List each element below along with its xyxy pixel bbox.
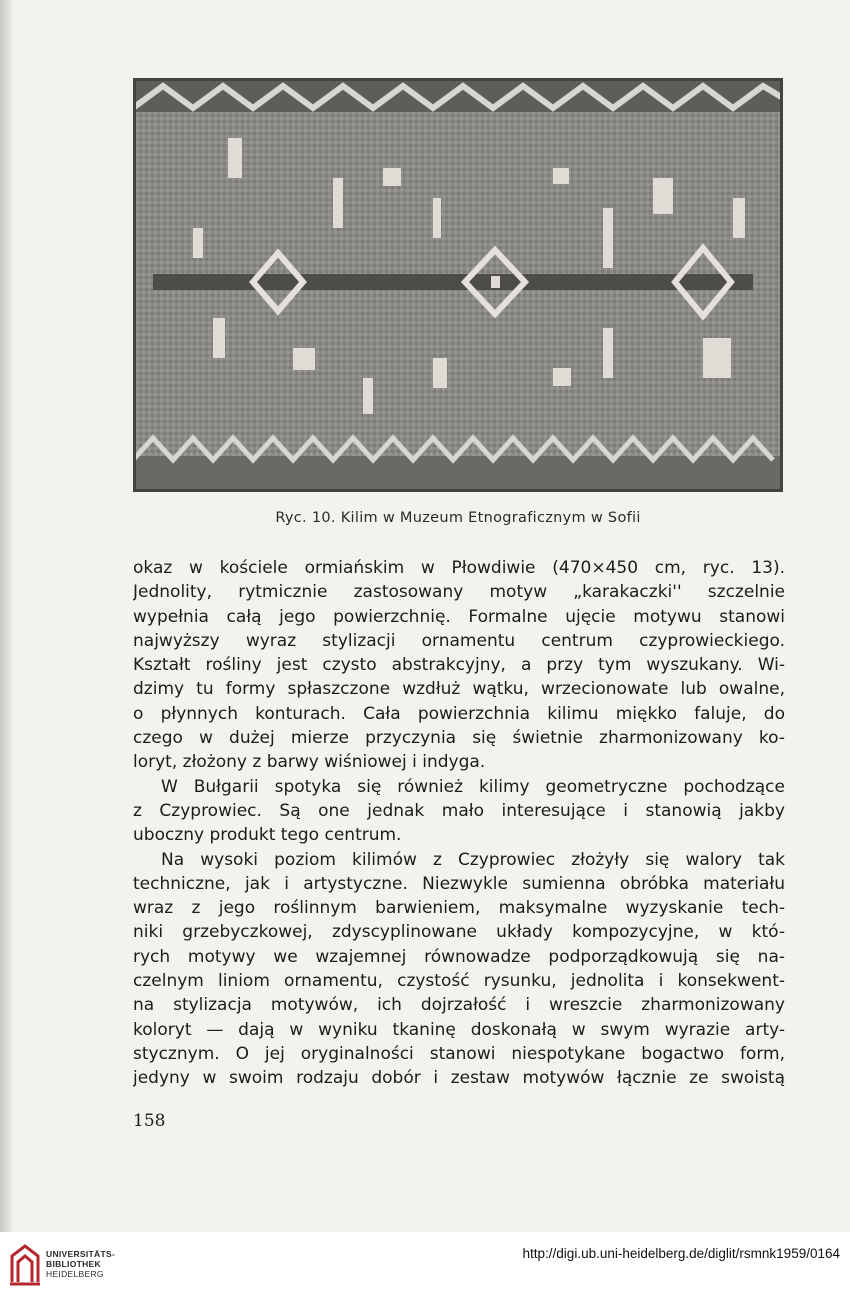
text-line: koloryt — dają w wyniku tkaninę doskonałą w swym wyrazie arty- bbox=[133, 1019, 785, 1040]
text-line: najwyższy wyraz stylizacji ornamentu centrum czyprowieckiego. bbox=[133, 630, 785, 651]
logo-line: UNIVERSITÄTS- bbox=[46, 1249, 116, 1259]
text-line: uboczny produkt tego centrum. bbox=[133, 825, 402, 846]
text-line: o płynnych konturach. Cała powierzchnia kilimu miękko faluje, do bbox=[133, 703, 785, 724]
logo-line: HEIDELBERG bbox=[46, 1269, 104, 1279]
library-logo-icon[interactable] bbox=[8, 1242, 42, 1286]
text-line: czelnym liniom ornamentu, czystość rysunku, jednolita i konsekwent- bbox=[133, 971, 785, 992]
text-line: wypełnia całą jego powierzchnię. Formalne ujęcie motywu stanowi bbox=[133, 606, 785, 627]
kilim-photo bbox=[133, 78, 783, 492]
figure-caption: Ryc. 10. Kilim w Muzeum Etnograficznym w Sofii bbox=[275, 510, 641, 526]
text-line: na stylizacja motywów, ich dojrzałość i wreszcie zharmonizowany bbox=[133, 995, 785, 1016]
text-line: W Bułgarii spotyka się również kilimy geometryczne pochodzące bbox=[161, 776, 785, 797]
logo-line: BIBLIOTHEK bbox=[46, 1259, 101, 1269]
source-url-link[interactable]: http://digi.ub.uni-heidelberg.de/diglit/rsmnk1959/0164 bbox=[522, 1246, 840, 1261]
text-line: Na wysoki poziom kilimów z Czyprowiec złożyły się walory tak bbox=[161, 849, 785, 870]
text-line: Jednolity, rytmicznie zastosowany motyw „karakaczki'' szczelnie bbox=[133, 582, 785, 603]
text-line: loryt, złożony z barwy wiśniowej i indyga. bbox=[133, 752, 486, 773]
text-line: wraz z jego roślinnym barwieniem, maksymalne wyzyskanie tech- bbox=[133, 898, 785, 919]
library-logo-text bbox=[46, 1249, 115, 1279]
text-line: rych motywy we wzajemnej równowadze podporządkowują się na- bbox=[133, 946, 785, 967]
text-line: z Czyprowiec. Są one jednak mało interesujące i stanowią jakby bbox=[133, 800, 785, 821]
text-line: czego w dużej mierze przyczynia się świetnie zharmonizowany ko- bbox=[133, 728, 785, 749]
body-text bbox=[133, 556, 785, 1091]
text-line: stycznym. O jej oryginalności stanowi niespotykane bogactwo form, bbox=[133, 1043, 785, 1064]
text-line: niki grzebyczkowej, zdyscyplinowane układy kompozycyjne, w któ- bbox=[133, 922, 785, 943]
text-line: okaz w kościele ormiańskim w Płowdiwie (470×450 cm, ryc. 13). bbox=[133, 558, 785, 578]
footer-bar bbox=[0, 1232, 850, 1295]
page-edge-shadow bbox=[0, 0, 14, 1232]
text-line: techniczne, jak i artystyczne. Niezwykle sumienna obróbka materiału bbox=[133, 873, 785, 894]
text-line: jedyny w swoim rodzaju dobór i zestaw motywów łącznie ze swoistą bbox=[133, 1068, 785, 1089]
page-number: 158 bbox=[133, 1111, 166, 1131]
text-line: dzimy tu formy spłaszczone wzdłuż wątku, wrzecionowate lub owalne, bbox=[133, 679, 785, 700]
kilim-photo-icon bbox=[133, 78, 783, 492]
text-line: Kształt rośliny jest czysto abstrakcyjny, a przy tym wyszukany. Wi- bbox=[133, 655, 785, 676]
